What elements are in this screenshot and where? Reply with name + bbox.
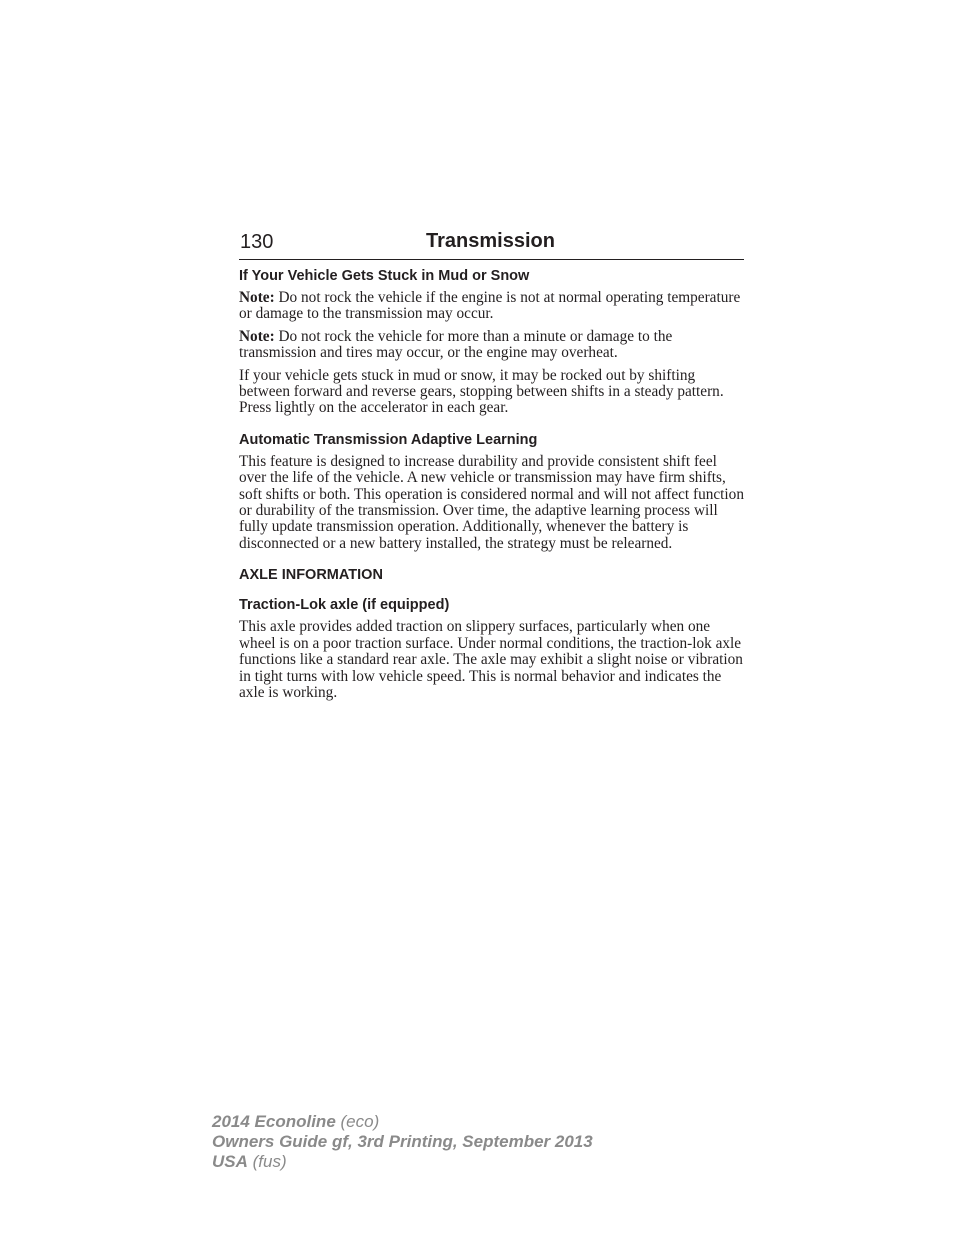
footer-guide-info: Owners Guide gf, 3rd Printing, September 2013 [212,1132,593,1151]
axle-information-heading: AXLE INFORMATION [239,567,383,584]
stuck-heading: If Your Vehicle Gets Stuck in Mud or Snow [239,268,530,284]
note-label: Note: [239,327,275,345]
footer-model: 2014 Econoline [212,1112,336,1131]
stuck-body: If your vehicle gets stuck in mud or snow, it may be rocked out by shifting between forward and reverse gears, stopping between shifts in a steady pattern. Press lightly on the accelerator in each gear. [239,366,724,417]
page-number: 130 [240,231,274,253]
section-title: Transmission [426,230,555,252]
note-paragraph [239,329,744,362]
traction-lok-heading: Traction-Lok axle (if equipped) [239,597,450,614]
adaptive-learning-heading: Automatic Transmission Adaptive Learning [239,431,538,448]
footer-market-code: (fus) [247,1152,287,1171]
page-content [239,266,744,707]
note-text: Do not rock the vehicle for more than a minute or damage to the transmission and tires may occur, or the engine may overheat. [239,327,673,362]
adaptive-learning-body: This feature is designed to increase durability and provide consistent shift feel over the life of the vehicle. A new vehicle or transmission may have firm shifts, soft shifts or both. This operation is considered normal and will not affect function or durability of the transmission. Over time, the adaptive learning process will fully update transmission operation. Additionally, whenever the battery is disconnected or a new battery installed, the strategy must be relearned. [239,452,744,552]
note-text: Do not rock the vehicle if the engine is not at normal operating temperature or damage to the transmission may occur. [239,289,741,323]
page-header [239,228,744,260]
footer-line-2 [212,1132,593,1152]
footer-line-1 [212,1112,593,1132]
footer-line-3 [212,1152,593,1172]
note-paragraph [239,290,744,323]
note-label: Note: [239,289,275,306]
footer-market: USA [212,1152,248,1171]
page-footer [212,1112,593,1172]
footer-model-code: (eco) [335,1112,380,1131]
traction-lok-body: This axle provides added traction on slippery surfaces, particularly when one wheel is on a poor traction surface. Under normal conditions, the traction-lok axle functions like a standard rear axle. The axle may exhibit a slight noise or vibration in tight turns with low vehicle speed. This is normal behavior and indicates the axle is working. [239,618,743,701]
